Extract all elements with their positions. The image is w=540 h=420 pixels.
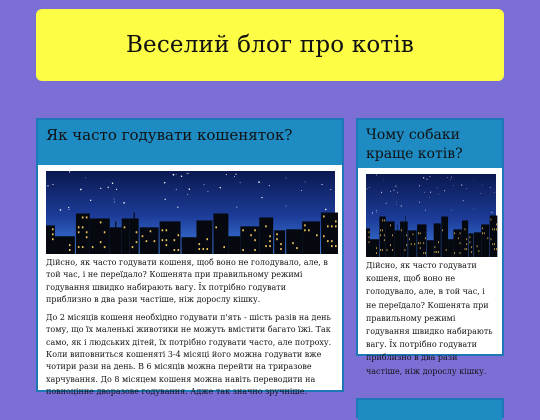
night-city-skyline-image (46, 171, 335, 254)
post-paragraph: Дійсно, як часто годувати кошеня, щоб воно не голодувало, але, в той час, і не переїдало? Кошенята при правильному режимі годування швидко набирають вагу. Їх потрібно годувати приблизно в два рази частіше, ніж дорослу кішку. (46, 257, 334, 306)
post-paragraph: До 2 місяців кошеня необхідно годувати п'ять - шість разів на день тому, що їх маленькі животики не можуть вмістити багато їжі. Так само, як і людських дітей, їх потрібно годувати часто, але потроху. Коли виповниться кошеняті 3-4 місяці його можна годувати вже чотири рази на день. В 6 місяців можна перейти на триразове харчування. До 8 місяцем кошеня можна навіть переводити на повноцінне дворазове годування. Адже так значно зручніше. (46, 312, 334, 398)
post-title[interactable]: Як часто годувати кошеняток? (46, 126, 334, 145)
post-header (38, 120, 342, 165)
post-body (38, 165, 342, 398)
blog-header (36, 9, 504, 81)
post-card (36, 118, 344, 392)
post-header (358, 120, 502, 168)
night-city-skyline-image (366, 174, 496, 257)
post-card (356, 398, 504, 418)
post-body (358, 168, 502, 378)
post-title[interactable]: Чому собаки краще котів? (366, 126, 494, 164)
post-card (356, 118, 504, 356)
blog-title: Веселий блог про котів (126, 32, 414, 58)
post-header (358, 400, 502, 420)
post-paragraph: Дійсно, як часто годувати кошеня, щоб воно не голодувало, але, в той час, і не переїдало? Кошенята при правильному режимі годування швидко набирають вагу. Їх потрібно годувати приблизно в два рази частіше, ніж дорослу кішку. (366, 259, 494, 378)
